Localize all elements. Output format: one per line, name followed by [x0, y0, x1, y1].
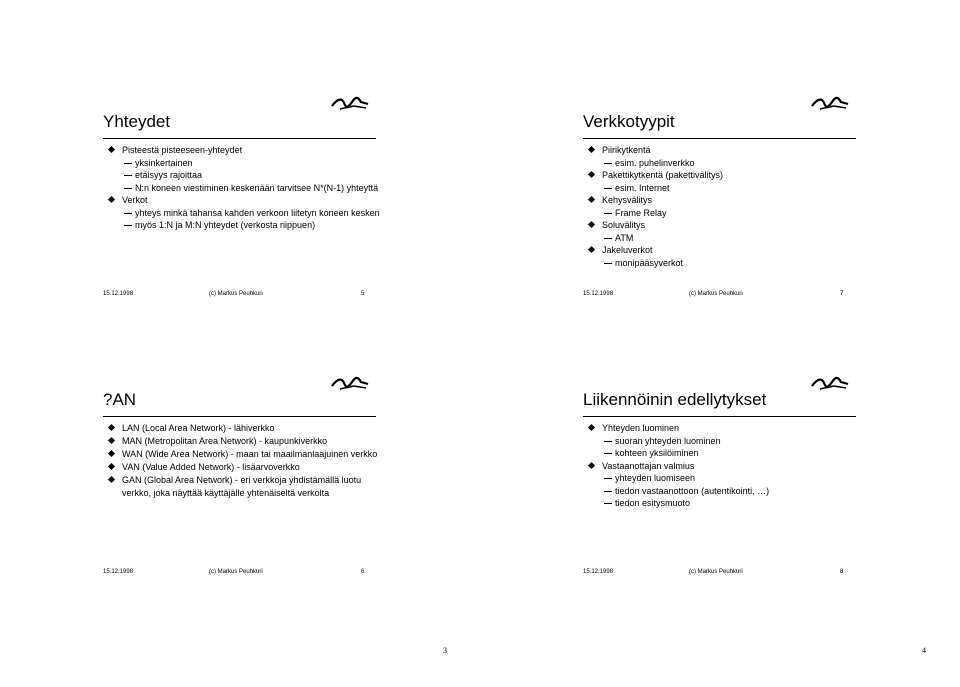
bullet-item: [586, 244, 866, 257]
sub-bullet-item: [586, 485, 866, 498]
bullet-text: Vastaanottajan valmius: [602, 460, 695, 471]
bullet-text: esim. puhelinverkko: [615, 157, 695, 168]
dash-icon: [604, 238, 612, 239]
slide-content: [106, 422, 386, 500]
bullet-text: suoran yhteyden luominen: [615, 435, 721, 446]
diamond-bullet-icon: [108, 463, 115, 470]
diamond-bullet-icon: [588, 424, 595, 431]
footer-page-number: 8: [840, 569, 844, 575]
bullet-text: ATM: [615, 232, 634, 243]
sub-bullet-item: [106, 169, 386, 182]
bullet-item: [106, 422, 386, 435]
slide-verkkotyypit: [480, 0, 960, 340]
bullet-text: etäisyys rajoittaa: [135, 170, 203, 180]
bullet-text: kohteen yksilöiminen: [615, 448, 699, 458]
diamond-bullet-icon: [588, 146, 595, 153]
dash-icon: [604, 213, 612, 214]
dash-icon: [604, 503, 612, 504]
bullet-text: monipääsyverkot: [615, 257, 684, 268]
diamond-bullet-icon: [108, 146, 115, 153]
dash-icon: [604, 453, 612, 454]
footer-date: 15.12.1998: [103, 291, 134, 297]
bullet-text: Frame Relay: [615, 207, 667, 218]
sub-bullet-item: [586, 257, 866, 270]
sub-bullet-item: [106, 157, 386, 170]
dash-icon: [124, 188, 132, 189]
sub-bullet-item: [586, 157, 866, 170]
bullet-text: Yhteyden luominen: [602, 423, 680, 433]
bullet-text: myös 1:N ja M:N yhteydet (verkosta riippuen): [135, 220, 316, 230]
sub-bullet-item: [106, 219, 386, 232]
slide-title: Yhteydet: [103, 112, 171, 131]
diamond-bullet-icon: [588, 461, 595, 468]
slide-title: ?AN: [103, 390, 137, 409]
footer-author: (c) Markus Peuhkuri: [689, 291, 743, 297]
slide-yhteydet: [0, 0, 480, 340]
signature-logo-icon: [810, 94, 850, 114]
signature-logo-icon: [330, 94, 370, 114]
bullet-text: tiedon esitysmuoto: [615, 498, 691, 508]
page-number-left: 3: [443, 646, 447, 655]
bullet-item: [586, 144, 866, 157]
bullet-item: [586, 219, 866, 232]
footer-author: (c) Markus Peuhkuri: [689, 569, 743, 575]
dash-icon: [124, 213, 132, 214]
bullet-item: [106, 461, 386, 474]
bullet-text: yhteyden luomiseen: [615, 473, 696, 483]
footer-page-number: 6: [361, 569, 365, 575]
sub-bullet-item: [586, 182, 866, 195]
signature-logo-icon: [810, 374, 850, 394]
sub-bullet-item: [586, 472, 866, 485]
bullet-item: [106, 474, 386, 500]
footer-page-number: 7: [840, 291, 844, 297]
slide-content: [586, 144, 866, 269]
dash-icon: [604, 441, 612, 442]
sub-bullet-item: [106, 182, 386, 195]
footer-author: (c) Markus Peuhkuri: [209, 291, 263, 297]
bullet-text: WAN (Wide Area Network) - maan tai maailmanlaajuinen verkko: [122, 449, 378, 459]
title-rule: [583, 416, 856, 417]
dash-icon: [124, 163, 132, 164]
bullet-text: GAN (Global Area Network) - eri verkkoja yhdistämällä luotu verkko, joka näyttää käyttäjälle yhtenäiseltä verkolta: [122, 475, 362, 498]
bullet-item: [586, 422, 866, 435]
bullet-item: [586, 169, 866, 182]
bullet-text: yhteys minkä tahansa kahden verkoon liitetyn koneen kesken: [135, 207, 380, 218]
title-rule: [103, 416, 376, 417]
diamond-bullet-icon: [588, 221, 595, 228]
dash-icon: [604, 188, 612, 189]
bullet-text: Pisteestä pisteeseen-yhteydet: [122, 145, 243, 155]
slide-liikennoinin-edellytykset: [480, 340, 960, 680]
sub-bullet-item: [586, 207, 866, 220]
slide-title: Liikennöinin edellytykset: [583, 390, 767, 409]
footer-date: 15.12.1998: [583, 569, 614, 575]
bullet-item: [106, 144, 386, 157]
dash-icon: [124, 225, 132, 226]
slide-content: [586, 422, 866, 510]
diamond-bullet-icon: [588, 196, 595, 203]
bullet-text: Kehysvälitys: [602, 195, 653, 205]
bullet-text: esim. Internet: [615, 182, 670, 193]
bullet-text: VAN (Value Added Network) - lisäarvoverkko: [122, 462, 300, 472]
bullet-text: Piirikytkentä: [602, 145, 651, 155]
bullet-item: [106, 194, 386, 207]
sub-bullet-item: [586, 232, 866, 245]
page-number-right: 4: [922, 646, 926, 655]
bullet-text: yksinkertainen: [135, 157, 193, 168]
footer-page-number: 5: [361, 291, 365, 297]
sub-bullet-item: [586, 435, 866, 448]
title-rule: [103, 138, 376, 139]
diamond-bullet-icon: [588, 246, 595, 253]
footer-author: (c) Markus Peuhkuri: [209, 569, 263, 575]
slide-an: [0, 340, 480, 680]
bullet-text: Verkot: [122, 195, 148, 205]
sub-bullet-item: [586, 497, 866, 510]
sub-bullet-item: [106, 207, 386, 220]
diamond-bullet-icon: [108, 196, 115, 203]
dash-icon: [604, 491, 612, 492]
bullet-text: Soluvälitys: [602, 220, 646, 230]
title-rule: [583, 138, 856, 139]
slide-title: Verkkotyypit: [583, 112, 675, 131]
dash-icon: [124, 175, 132, 176]
footer-date: 15.12.1998: [103, 569, 134, 575]
bullet-item: [106, 448, 386, 461]
dash-icon: [604, 478, 612, 479]
sub-bullet-item: [586, 447, 866, 460]
bullet-text: tiedon vastaanottoon (autentikointi, …): [615, 485, 770, 496]
dash-icon: [604, 163, 612, 164]
diamond-bullet-icon: [108, 437, 115, 444]
diamond-bullet-icon: [108, 476, 115, 483]
dash-icon: [604, 263, 612, 264]
bullet-text: Pakettikytkentä (pakettivälitys): [602, 170, 724, 180]
diamond-bullet-icon: [588, 171, 595, 178]
signature-logo-icon: [330, 374, 370, 394]
bullet-text: MAN (Metropolitan Area Network) - kaupunkiverkko: [122, 436, 328, 446]
slide-content: [106, 144, 386, 232]
bullet-item: [106, 435, 386, 448]
diamond-bullet-icon: [108, 424, 115, 431]
bullet-text: Jakeluverkot: [602, 245, 653, 255]
bullet-item: [586, 194, 866, 207]
bullet-text: LAN (Local Area Network) - lähiverkko: [122, 423, 275, 433]
diamond-bullet-icon: [108, 450, 115, 457]
footer-date: 15.12.1998: [583, 291, 614, 297]
bullet-text: N:n koneen viestiminen keskenään tarvitsee N*(N-1) yhteyttä: [135, 182, 379, 193]
bullet-item: [586, 460, 866, 473]
